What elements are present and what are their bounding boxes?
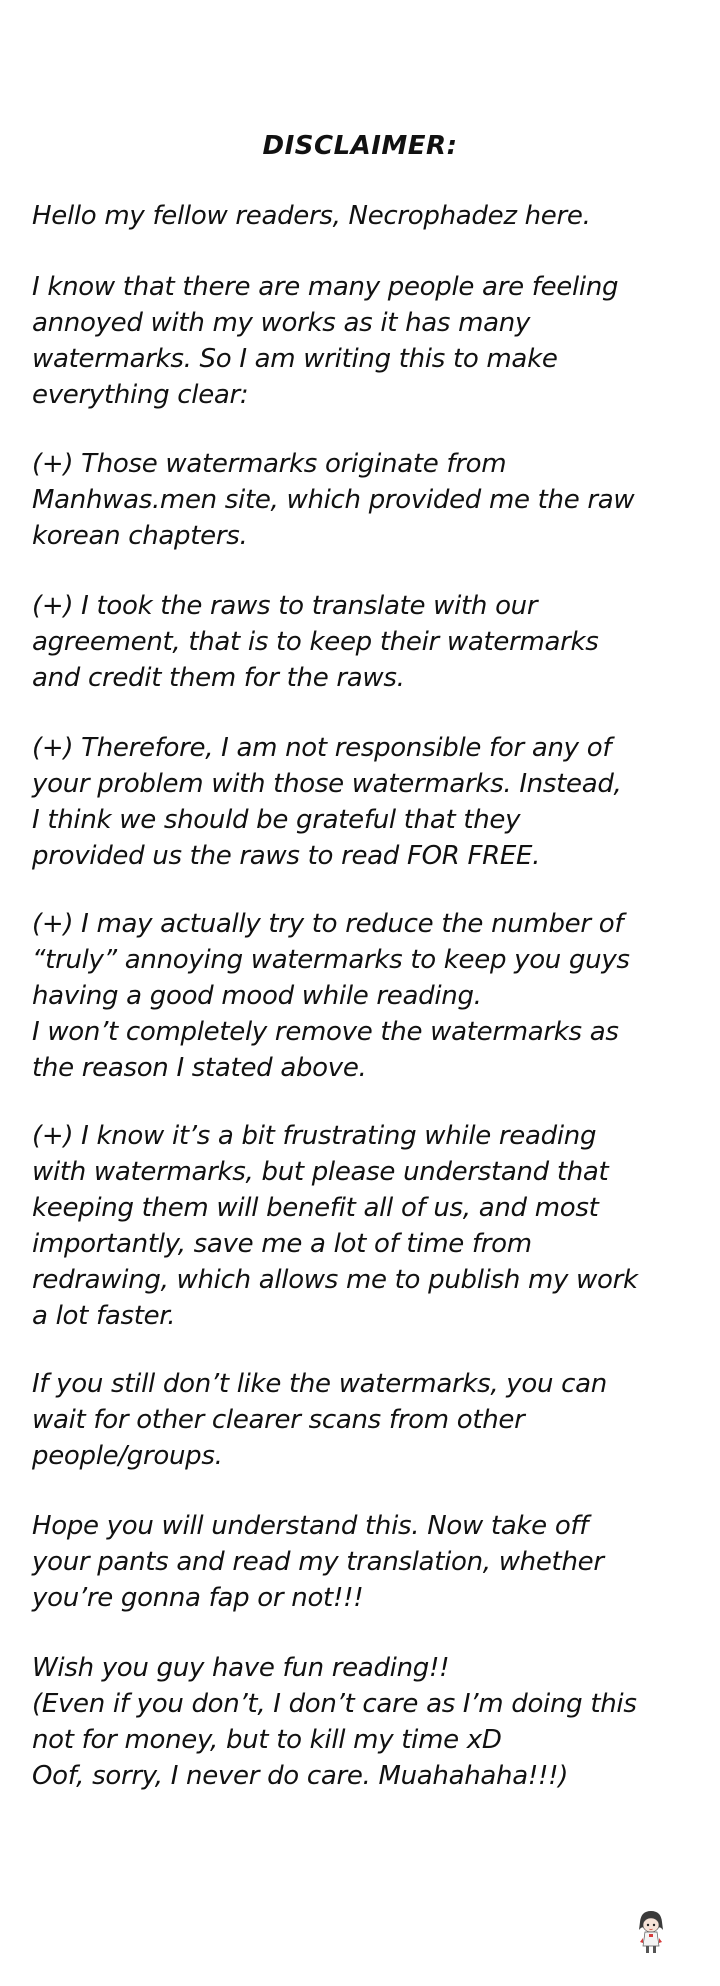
text-line: Manhwas.men site, which provided me the raw [32,485,635,515]
text-line: a lot faster. [32,1301,176,1331]
text-line: Wish you guy have fun reading!! [32,1653,450,1683]
paragraph-agreement [32,588,702,696]
text-line: not for money, but to kill my time xD [32,1725,502,1755]
text-line: redrawing, which allows me to publish my work [32,1265,638,1295]
paragraph-hope [32,1508,702,1616]
text-line: Hope you will understand this. Now take off [32,1511,589,1541]
text-line: your pants and read my translation, whether [32,1547,604,1577]
text-line: (Even if you don’t, I don’t care as I’m doing this [32,1689,637,1719]
text-line: importantly, save me a lot of time from [32,1229,532,1259]
text-line: If you still don’t like the watermarks, you can [32,1369,607,1399]
text-line: with watermarks, but please understand that [32,1157,609,1187]
text-line: annoyed with my works as it has many [32,308,531,338]
paragraph-reduce-watermarks [32,906,702,1086]
chibi-character-icon [636,1908,666,1956]
paragraph-other-scans [32,1366,702,1474]
paragraph-greeting [32,198,702,234]
text-line: agreement, that is to keep their watermarks [32,627,599,657]
text-line: I think we should be grateful that they [32,805,521,835]
text-line: I won’t completely remove the watermarks as [32,1017,619,1047]
paragraph-responsibility [32,730,702,874]
paragraph-closing [32,1650,702,1794]
text-line: keeping them will benefit all of us, and most [32,1193,599,1223]
text-line: “truly” annoying watermarks to keep you guys [32,945,630,975]
text-line: (+) Those watermarks originate from [32,449,507,479]
text-line: (+) I may actually try to reduce the number of [32,909,624,939]
text-line: (+) I know it’s a bit frustrating while reading [32,1121,597,1151]
page-title: DISCLAIMER: [262,131,458,161]
paragraph-intro [32,269,702,413]
text-line: (+) Therefore, I am not responsible for any of [32,733,612,763]
text-line: Hello my fellow readers, Necrophadez here. [32,201,591,231]
text-line: watermarks. So I am writing this to make [32,344,558,374]
text-line: having a good mood while reading. [32,981,482,1011]
paragraph-watermark-origin [32,446,702,554]
text-line: (+) I took the raws to translate with our [32,591,538,621]
text-line: everything clear: [32,380,249,410]
text-line: your problem with those watermarks. Instead, [32,769,622,799]
text-line: I know that there are many people are feeling [32,272,619,302]
text-line: people/groups. [32,1441,223,1471]
text-line: wait for other clearer scans from other [32,1405,525,1435]
text-line: korean chapters. [32,521,248,551]
paragraph-frustrating [32,1118,702,1334]
text-line: and credit them for the raws. [32,663,405,693]
text-line: you’re gonna fap or not!!! [32,1583,364,1613]
text-line: provided us the raws to read FOR FREE. [32,841,541,871]
text-line: the reason I stated above. [32,1053,367,1083]
text-line: Oof, sorry, I never do care. Muahahaha!!!) [32,1761,569,1791]
